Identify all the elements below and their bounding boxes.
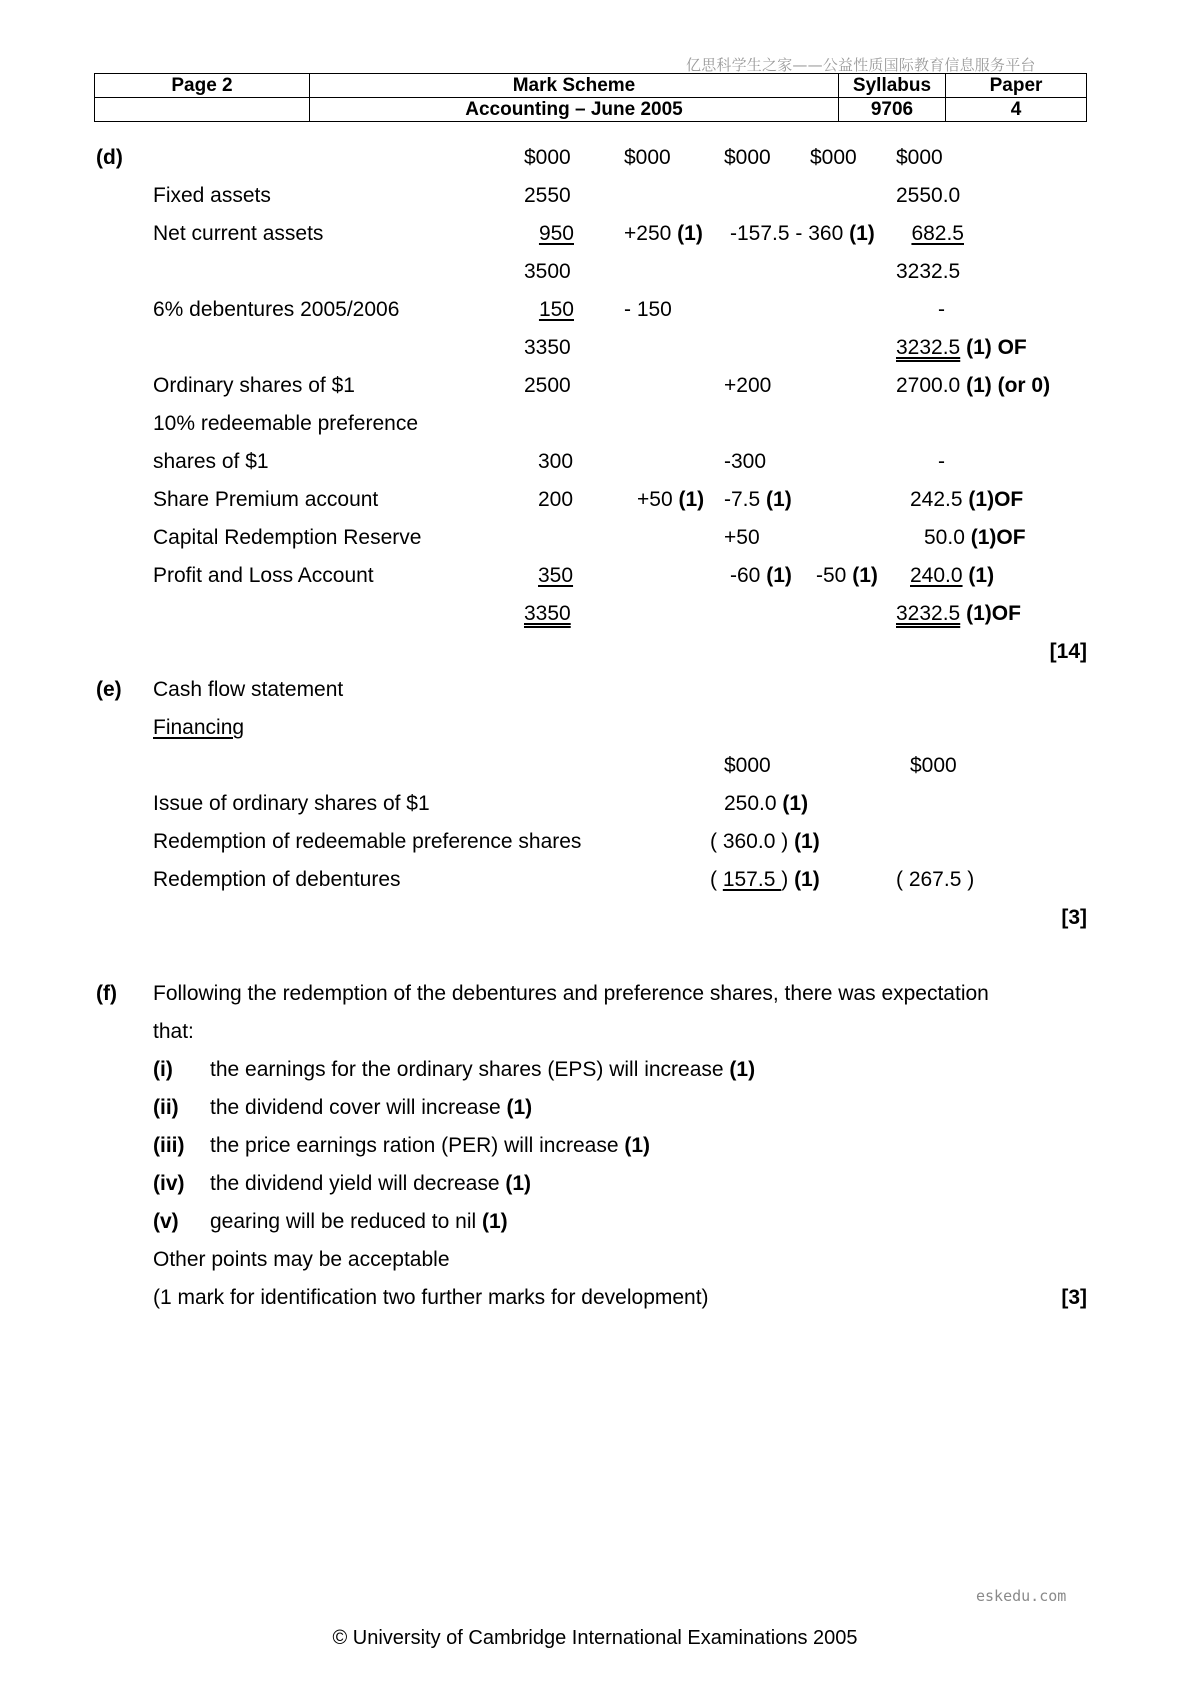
- cell: - 150: [624, 298, 672, 321]
- mark: (1): [678, 488, 705, 511]
- cell: [730, 222, 875, 246]
- col-head: $000: [810, 146, 857, 169]
- item-text: [210, 1058, 755, 1082]
- item-number: (i): [153, 1058, 173, 1081]
- cell-value: +50: [637, 488, 673, 511]
- cell: 350: [538, 564, 574, 587]
- mark: (1)OF: [968, 488, 1024, 511]
- watermark-bottom: eskedu.com: [976, 1587, 1067, 1605]
- row-label: Net current assets: [153, 222, 324, 245]
- cell-value: 240.0: [910, 564, 963, 587]
- item-number: (ii): [153, 1096, 179, 1119]
- row-label: Profit and Loss Account: [153, 564, 374, 587]
- item-number: (iii): [153, 1134, 185, 1157]
- cell: ( 267.5 ): [896, 868, 975, 891]
- cell: [637, 488, 704, 512]
- mark: (1): [677, 222, 703, 245]
- cell: 2500: [524, 374, 571, 397]
- cell-value: (: [710, 868, 723, 891]
- section-d-label: (d): [96, 146, 123, 169]
- section-f-other: Other points may be acceptable: [153, 1248, 450, 1271]
- section-f-intro: that:: [153, 1020, 194, 1043]
- cell: -: [938, 298, 945, 321]
- cell: [724, 488, 792, 512]
- mark: (1) (or 0): [966, 374, 1051, 397]
- cell-value: -50: [816, 564, 847, 587]
- cell-value: 50.0: [924, 526, 965, 549]
- header-empty: [95, 98, 310, 122]
- mark: (1): [766, 488, 792, 511]
- cell-value: 242.5: [910, 488, 963, 511]
- item-body: gearing will be reduced to nil: [210, 1210, 482, 1233]
- cell: [910, 488, 1023, 512]
- cell: 3232.5: [896, 260, 961, 283]
- mark: (1): [482, 1210, 508, 1233]
- mark: (1): [505, 1172, 532, 1195]
- section-f-label: (f): [96, 982, 117, 1005]
- cell: 3350: [524, 602, 571, 625]
- cell: 950: [538, 222, 574, 245]
- cell-value: 157.5: [722, 868, 782, 891]
- item-number: (v): [153, 1210, 179, 1233]
- cell-value: -157.5 - 360: [730, 222, 844, 245]
- cell-value: +250: [624, 222, 672, 245]
- footer-copyright: © University of Cambridge International Examinations 2005: [332, 1627, 858, 1649]
- col-head: $000: [624, 146, 671, 169]
- mark: (1): [782, 792, 809, 815]
- header-paper-label: Paper: [946, 74, 1087, 98]
- mark: (1) OF: [966, 336, 1027, 359]
- marks-e: [3]: [1061, 906, 1087, 929]
- row-label: 10% redeemable preference: [153, 412, 419, 435]
- cell: [730, 564, 792, 588]
- item-body: the earnings for the ordinary shares (EPS) will increase: [210, 1058, 730, 1081]
- cell: 2550: [524, 184, 571, 207]
- item-body: the dividend yield will decrease: [210, 1172, 506, 1195]
- cell: [710, 830, 820, 854]
- cell-value: 2700.0: [896, 374, 961, 397]
- cell-value: 3232.5: [896, 602, 961, 625]
- row-label: Redemption of debentures: [153, 868, 401, 891]
- item-text: [210, 1210, 508, 1234]
- row-label: Fixed assets: [153, 184, 271, 207]
- row-label: Ordinary shares of $1: [153, 374, 355, 397]
- watermark-top: 亿思科学生之家——公益性质国际教育信息服务平台: [686, 56, 1036, 74]
- cell: [924, 526, 1026, 550]
- cell-value: ): [781, 868, 789, 891]
- mark: (1): [794, 830, 820, 853]
- section-e-label: (e): [96, 678, 122, 701]
- cell: [896, 336, 1027, 360]
- item-text: [210, 1096, 532, 1120]
- section-f-intro: Following the redemption of the debentures and preference shares, there was expectation: [153, 982, 989, 1005]
- mark: (1): [794, 868, 820, 891]
- cell-value: -60: [730, 564, 761, 587]
- section-f-note: (1 mark for identification two further marks for development): [153, 1286, 709, 1309]
- cell: 3350: [524, 336, 571, 359]
- col-head: $000: [724, 146, 771, 169]
- cell: -300: [724, 450, 767, 473]
- col-head: $000: [724, 754, 771, 777]
- cell: -: [938, 450, 945, 473]
- cell: [896, 602, 1021, 626]
- header-title: Mark Scheme: [310, 74, 839, 98]
- header-syllabus-label: Syllabus: [839, 74, 946, 98]
- cell: [910, 564, 994, 588]
- cell: [710, 868, 820, 892]
- section-e-subtitle: Financing: [153, 716, 245, 739]
- cell: [896, 374, 1050, 398]
- cell: [816, 564, 878, 588]
- cell: 200: [538, 488, 574, 511]
- row-label: Issue of ordinary shares of $1: [153, 792, 430, 815]
- mark: (1)OF: [970, 526, 1026, 549]
- cell: 300: [538, 450, 574, 473]
- cell: 2550.0: [896, 184, 961, 207]
- cell-value: 3232.5: [896, 336, 961, 359]
- mark: (1): [852, 564, 878, 587]
- cell-value: 250.0: [724, 792, 777, 815]
- cell: [624, 222, 703, 246]
- mark: (1): [624, 1134, 651, 1157]
- cell-value: -7.5: [724, 488, 761, 511]
- row-label: shares of $1: [153, 450, 269, 473]
- item-body: the dividend cover will increase: [210, 1096, 507, 1119]
- row-label: Redemption of redeemable preference shares: [153, 830, 582, 853]
- item-text: [210, 1134, 650, 1158]
- mark: (1): [968, 564, 995, 587]
- header-subtitle: Accounting – June 2005: [310, 98, 839, 122]
- mark: (1): [766, 564, 792, 587]
- item-number: (iv): [153, 1172, 185, 1195]
- cell: 3500: [524, 260, 571, 283]
- row-label: 6% debentures 2005/2006: [153, 298, 400, 321]
- col-head: $000: [896, 146, 943, 169]
- cell: 150: [538, 298, 574, 321]
- mark: (1): [506, 1096, 533, 1119]
- col-head: $000: [910, 754, 957, 777]
- cell: [724, 792, 808, 816]
- mark: (1): [729, 1058, 756, 1081]
- row-label: Share Premium account: [153, 488, 379, 511]
- header-syllabus: 9706: [839, 98, 946, 122]
- cell-value: ( 360.0 ): [710, 830, 789, 853]
- item-text: [210, 1172, 531, 1196]
- cell: +200: [724, 374, 772, 397]
- marks-f: [3]: [1061, 1286, 1087, 1309]
- header-table: [94, 73, 1087, 122]
- cell: +50: [724, 526, 760, 549]
- marks-d: [14]: [1049, 640, 1087, 663]
- col-head: $000: [524, 146, 571, 169]
- mark: (1)OF: [966, 602, 1021, 625]
- item-body: the price earnings ration (PER) will increase: [210, 1134, 625, 1157]
- cell: 682.5: [911, 222, 964, 245]
- row-label: Capital Redemption Reserve: [153, 526, 422, 549]
- mark: (1): [849, 222, 875, 245]
- section-e-title: Cash flow statement: [153, 678, 344, 701]
- header-paper: 4: [946, 98, 1087, 122]
- header-page: Page 2: [95, 74, 310, 98]
